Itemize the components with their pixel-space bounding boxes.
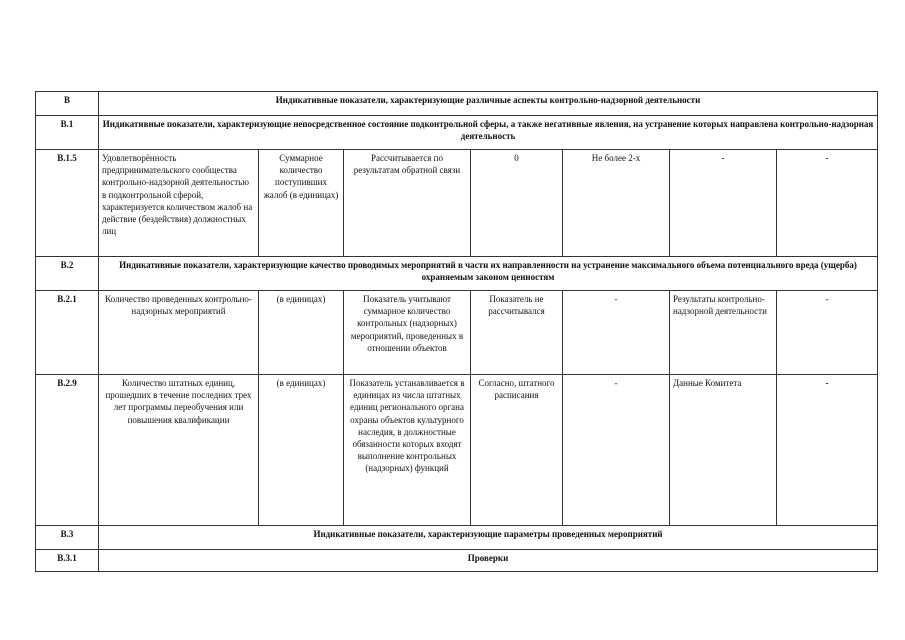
- indicator-formula: Суммарное количество поступивших жалоб (в единицах): [259, 150, 344, 257]
- indicator-comment: Показатель устанавливается в единицах из числа штатных единиц регионального органа охраны объектов культурного наследия, в должностные обязанности которых входят выполнение контрольных (надзорных) функций: [344, 375, 471, 526]
- indicator-value: Показатель не рассчитывался: [471, 291, 563, 375]
- indicator-target: -: [563, 375, 670, 526]
- section-title: Индикативные показатели, характеризующие параметры проведенных мероприятий: [99, 526, 878, 550]
- row-code: В.1: [36, 116, 99, 150]
- row-code: В.1.5: [36, 150, 99, 257]
- row-code: В.2: [36, 257, 99, 291]
- row-code: В.2.9: [36, 375, 99, 526]
- section-title: Проверки: [99, 550, 878, 572]
- row-code: В.3.1: [36, 550, 99, 572]
- row-code: В.2.1: [36, 291, 99, 375]
- indicator-source: -: [670, 150, 777, 257]
- section-row-b1: [36, 116, 878, 150]
- indicator-row-b21: [36, 291, 878, 375]
- row-code: В.3: [36, 526, 99, 550]
- indicator-source: Данные Комитета: [670, 375, 777, 526]
- indicator-extra: -: [777, 375, 878, 526]
- indicator-name: Количество штатных единиц, прошедших в течение последних трех лет программы переобучения или повышения квалификации: [99, 375, 259, 526]
- row-code: В: [36, 92, 99, 116]
- indicator-source: Результаты контрольно-надзорной деятельности: [670, 291, 777, 375]
- indicator-row-b15: [36, 150, 878, 257]
- indicator-extra: -: [777, 150, 878, 257]
- indicator-row-b29: [36, 375, 878, 526]
- indicator-value: 0: [471, 150, 563, 257]
- indicator-name: Количество проведенных контрольно-надзорных мероприятий: [99, 291, 259, 375]
- section-row-b31: [36, 550, 878, 572]
- indicator-target: -: [563, 291, 670, 375]
- section-title: Индикативные показатели, характеризующие непосредственное состояние подконтрольной сферы, а также негативные явления, на устранение которых направлена контрольно-надзорная деятельность: [99, 116, 878, 150]
- indicators-table: [35, 91, 878, 572]
- indicator-comment: Показатель учитывают суммарное количество контрольных (надзорных) мероприятий, проведенных в отношении объектов: [344, 291, 471, 375]
- indicator-target: Не более 2-х: [563, 150, 670, 257]
- indicator-extra: -: [777, 291, 878, 375]
- section-row-b: [36, 92, 878, 116]
- indicator-value: Согласно, штатного расписания: [471, 375, 563, 526]
- section-row-b2: [36, 257, 878, 291]
- indicator-formula: (в единицах): [259, 375, 344, 526]
- section-title: Индикативные показатели, характеризующие различные аспекты контрольно-надзорной деятельности: [99, 92, 878, 116]
- indicator-comment: Рассчитывается по результатам обратной связи: [344, 150, 471, 257]
- indicator-name: Удовлетворённость предпринимательского сообщества контрольно-надзорной деятельностью в подконтрольной сферой, характеризуется количеством жалоб на действие (бездействия) должностных лиц: [99, 150, 259, 257]
- section-title: Индикативные показатели, характеризующие качество проводимых мероприятий в части их направленности на устранение максимального объема потенциального вреда (ущерба) охраняемым законом ценностям: [99, 257, 878, 291]
- indicator-formula: (в единицах): [259, 291, 344, 375]
- section-row-b3: [36, 526, 878, 550]
